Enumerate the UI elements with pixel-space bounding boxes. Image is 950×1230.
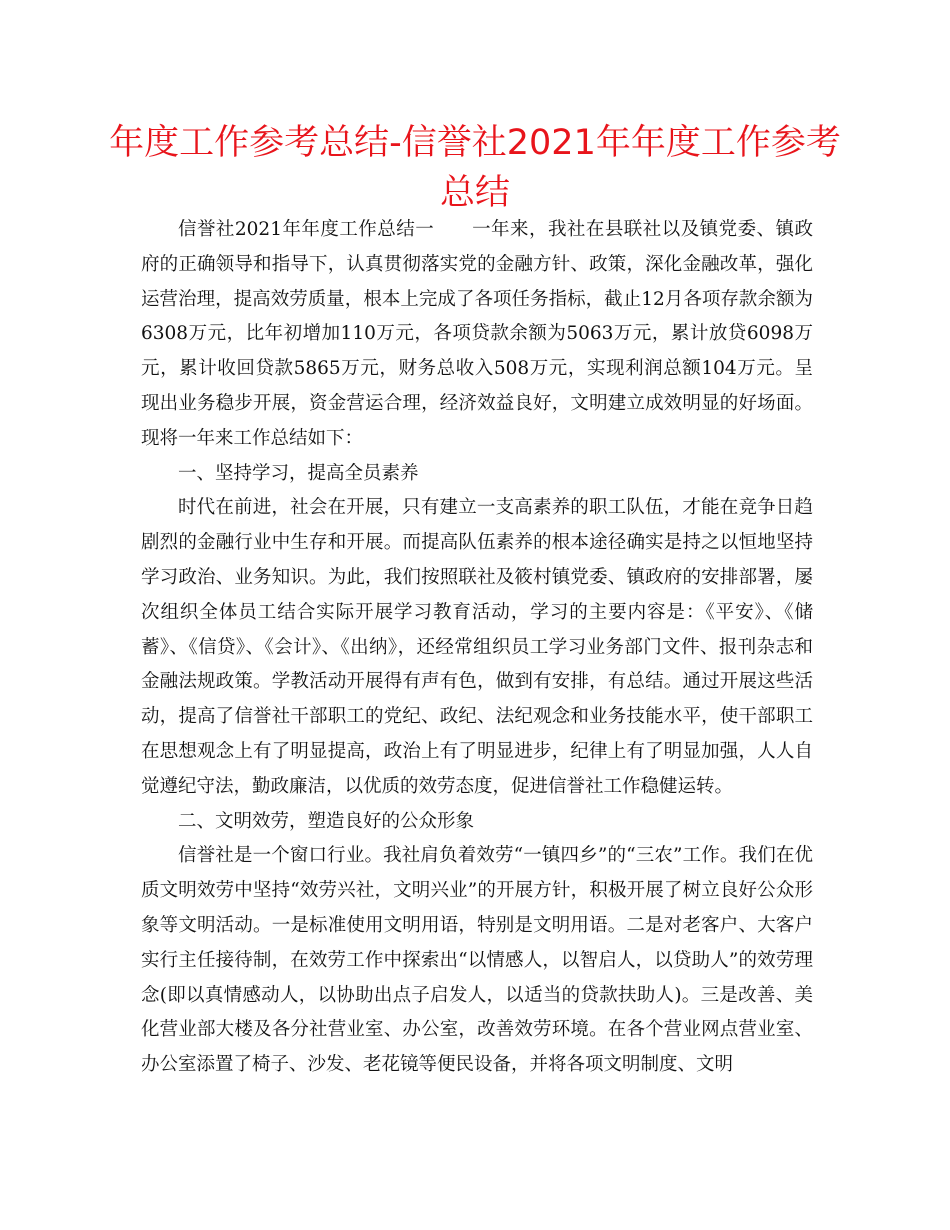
document-title: 年度工作参考总结-信誉社2021年年度工作参考总结	[109, 123, 841, 213]
paragraph-study: 时代在前进，社会在开展，只有建立一支高素养的职工队伍，才能在竞争日趋剧烈的金融行业中生存和开展。而提高队伍素养的根本途径确实是持之以恒地坚持学习政治、业务知识。为此，我们按照联社及筱村镇党委、镇政府的安排部署，屡次组织全体员工结合实际开展学习教育活动，学习的主要内容是：《平安》、《储蓄》、《信贷》、《会计》、《出纳》，还经常组织员工学习业务部门文件、报刊杂志和金融法规政策。学教活动开展得有声有色，做到有安排，有总结。通过开展这些活动，提高了信誉社干部职工的党纪、政纪、法纪观念和业务技能水平，使干部职工在思想观念上有了明显提高，政治上有了明显进步，纪律上有了明显加强，人人自觉遵纪守法，勤政廉洁，以优质的效劳态度，促进信誉社工作稳健运转。	[141, 497, 813, 797]
section-heading-study: 一、坚持学习，提高全员素养	[178, 462, 419, 484]
section-heading-service: 二、文明效劳，塑造良好的公众形象	[178, 810, 475, 832]
paragraph-intro: 信誉社2021年年度工作总结一 一年来，我社在县联社以及镇党委、镇政府的正确领导和指导下，认真贯彻落实党的金融方针、政策，深化金融改革，强化运营治理，提高效劳质量，根本上完成了各项任务指标，截止12月各项存款余额为6308万元，比年初增加110万元，各项贷款余额为5063万元，累计放贷6098万元，累计收回贷款5865万元，财务总收入508万元，实现利润总额104万元。呈现出业务稳步开展，资金营运合理，经济效益良好，文明建立成效明显的好场面。现将一年来工作总结如下：	[141, 219, 813, 449]
document-body	[141, 213, 813, 1083]
paragraph-service: 信誉社是一个窗口行业。我社肩负着效劳“一镇四乡”的“三农”工作。我们在优质文明效劳中坚持“效劳兴社，文明兴业”的开展方针，积极开展了树立良好公众形象等文明活动。一是标准使用文明用语，特别是文明用语。二是对老客户、大客户实行主任接待制，在效劳工作中探索出“以情感人，以智启人，以贷助人”的效劳理念(即以真情感动人，以协助出点子启发人，以适当的贷款扶助人)。三是改善、美化营业部大楼及各分社营业室、办公室，改善效劳环境。在各个营业网点营业室、办公室添置了椅子、沙发、老花镜等便民设备，并将各项文明制度、文明	[141, 845, 813, 1076]
